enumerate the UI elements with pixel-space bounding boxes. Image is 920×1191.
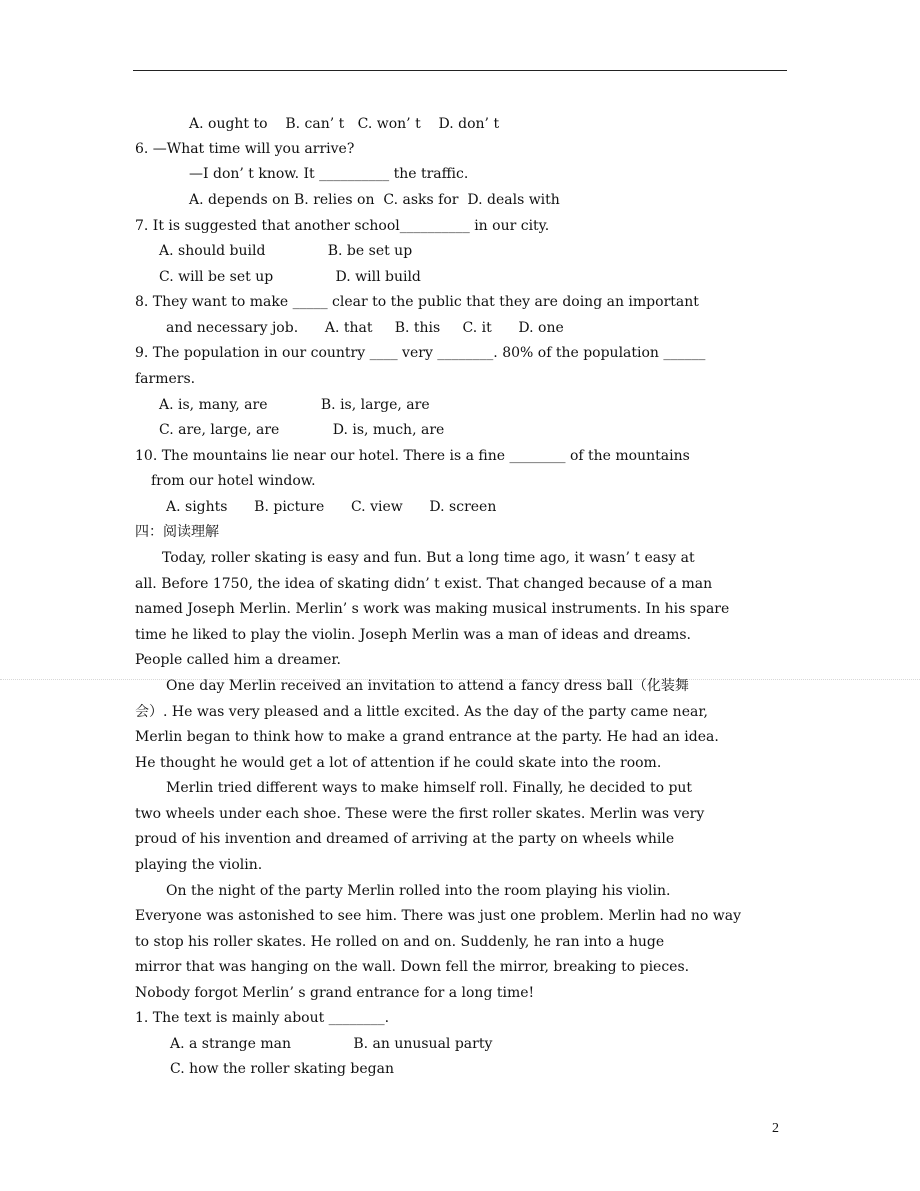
passage-p4-l3: to stop his roller skates. He rolled on and on. Suddenly, he ran into a huge xyxy=(135,934,665,950)
q10-question-cont: from our hotel window. xyxy=(151,473,316,489)
passage-p2-l3: Merlin began to think how to make a grand entrance at the party. He had an idea. xyxy=(135,729,719,745)
passage-p4-l4: mirror that was hanging on the wall. Down fell the mirror, breaking to pieces. xyxy=(135,959,690,975)
q8-question: 8. They want to make _____ clear to the public that they are doing an important xyxy=(135,294,699,310)
section-heading: 四：阅读理解 xyxy=(135,524,219,540)
passage-p1-l2: all. Before 1750, the idea of skating didn’ t exist. That changed because of a man xyxy=(135,576,713,592)
reading-q1-options-ab: A. a strange man B. an unusual party xyxy=(170,1036,493,1052)
passage-p1-l3: named Joseph Merlin. Merlin’ s work was making musical instruments. In his spare xyxy=(135,601,730,617)
reading-q1-option-c: C. how the roller skating began xyxy=(170,1061,394,1077)
q6-question: 6. —What time will you arrive? xyxy=(135,141,355,157)
passage-p4-l5: Nobody forgot Merlin’ s grand entrance for a long time! xyxy=(135,985,535,1001)
passage-p3-l1: Merlin tried different ways to make himself roll. Finally, he decided to put xyxy=(166,780,693,796)
q6-answer-line: —I don’ t know. It __________ the traffic. xyxy=(189,166,469,182)
page-number: 2 xyxy=(772,1121,779,1136)
q5-options: A. ought to B. can’ t C. won’ t D. don’ t xyxy=(189,116,500,132)
q9-question: 9. The population in our country ____ very ________. 80% of the population ______ xyxy=(135,345,706,361)
q10-options: A. sights B. picture C. view D. screen xyxy=(166,499,497,515)
q7-question: 7. It is suggested that another school__________ in our city. xyxy=(135,218,550,234)
reading-q1: 1. The text is mainly about ________. xyxy=(135,1010,390,1026)
passage-p4-l1: On the night of the party Merlin rolled into the room playing his violin. xyxy=(166,883,671,899)
passage-p2-l2: 会）. He was very pleased and a little excited. As the day of the party came near, xyxy=(135,704,708,720)
passage-p2-l1: One day Merlin received an invitation to attend a fancy dress ball（化装舞 xyxy=(166,678,689,694)
passage-p4-l2: Everyone was astonished to see him. There was just one problem. Merlin had no way xyxy=(135,908,741,924)
q10-question: 10. The mountains lie near our hotel. There is a fine ________ of the mountains xyxy=(135,448,690,464)
passage-p3-l2: two wheels under each shoe. These were the first roller skates. Merlin was very xyxy=(135,806,705,822)
header-rule xyxy=(133,70,787,71)
passage-p2-l4: He thought he would get a lot of attention if he could skate into the room. xyxy=(135,755,662,771)
q9-question-cont: farmers. xyxy=(135,371,196,387)
q6-options: A. depends on B. relies on C. asks for D. deals with xyxy=(189,192,560,208)
passage-p3-l3: proud of his invention and dreamed of arriving at the party on wheels while xyxy=(135,831,675,847)
q7-options-cd: C. will be set up D. will build xyxy=(159,269,421,285)
q9-options-ab: A. is, many, are B. is, large, are xyxy=(159,397,430,413)
passage-p3-l4: playing the violin. xyxy=(135,857,263,873)
q9-options-cd: C. are, large, are D. is, much, are xyxy=(159,422,445,438)
q7-options-ab: A. should build B. be set up xyxy=(159,243,413,259)
passage-p1-l4: time he liked to play the violin. Joseph Merlin was a man of ideas and dreams. xyxy=(135,627,691,643)
passage-p1-l5: People called him a dreamer. xyxy=(135,652,341,668)
q8-options: and necessary job. A. that B. this C. it D. one xyxy=(166,320,564,336)
passage-p1-l1: Today, roller skating is easy and fun. But a long time ago, it wasn’ t easy at xyxy=(162,550,695,566)
